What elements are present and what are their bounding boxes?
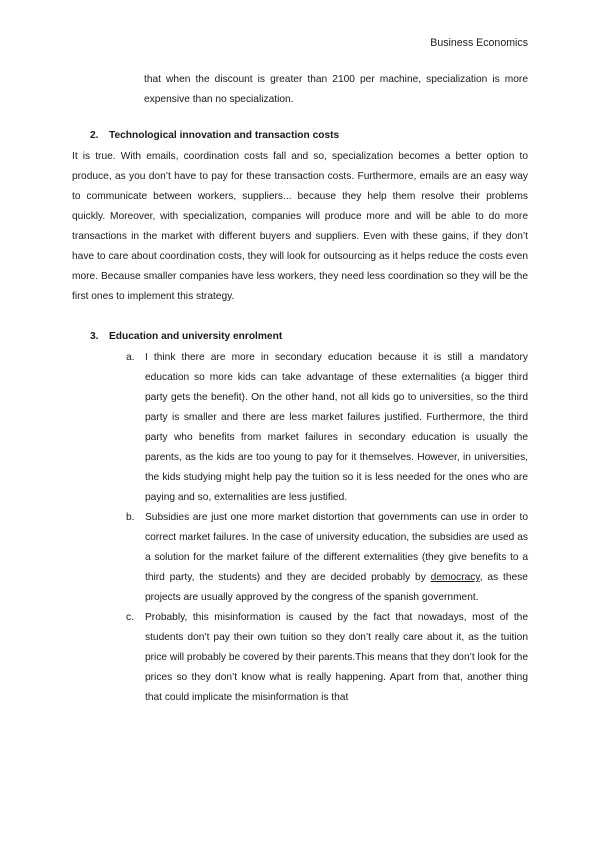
list-item-b-text-after: , as these projects are usually approved by the congress of the spanish government.	[145, 572, 528, 603]
section-3-number: 3.	[90, 331, 99, 342]
list-item-a	[72, 348, 528, 508]
list-item-b-text-before: Subsidies are just one more market distortion that governments can use in order to correct market failures. In the case of university education, the subsidies are used as a solution for the market failure of the different externalities (they give benefits to a third party, the students) and they are decided probably by	[145, 512, 528, 583]
section-3-list	[72, 348, 528, 708]
list-marker-c: c.	[126, 612, 134, 623]
list-item-c-text: Probably, this misinformation is caused by the fact that nowadays, most of the students don’t pay their own tuition so they don’t really care about it, as the tuition price will probably be covered by their parents.This means that they don’t look for the prices so they don’t know what is really happening. Apart from that, another thing that could implicate the misinformation is that	[145, 612, 528, 703]
intro-paragraph: that when the discount is greater than 2100 per machine, specialization is more expensive than no specialization.	[144, 74, 528, 105]
list-item-b	[72, 508, 528, 608]
list-item-c	[72, 608, 528, 708]
running-header: Business Economics	[430, 37, 528, 49]
list-item-a-text: I think there are more in secondary education because it is still a mandatory education so more kids can take advantage of these externalities (a bigger third party gets the benefit). On the other hand, not all kids go to universities, so the third party is smaller and there are less market failures justified. Furthermore, the third party who benefits from market failures in secondary education is usually the parents, as the kids are too young to pay for it themselves. However, in universities, the kids studying might help pay the tuition so it is less needed for the ones who are paying and so, externalities are less justified.	[145, 352, 528, 503]
section-2-number: 2.	[90, 130, 99, 141]
section-3-heading	[90, 327, 528, 347]
section-3-title: Education and university enrolment	[109, 331, 283, 342]
list-marker-a: a.	[126, 352, 135, 363]
section-2-heading	[90, 126, 528, 146]
section-2-body: It is true. With emails, coordination costs fall and so, specialization becomes a better option to produce, as you don’t have to pay for these transaction costs. Furthermore, emails are an easy way to communicate between workers, suppliers... because they help them resolve their problems quickly. Moreover, with specialization, companies will produce more and will be able to do more transactions in the market with different buyers and suppliers. Even with these gains, if they don’t have to care about coordination costs, they will look for outsourcing as it helps reduce the costs even more. Because smaller companies have less workers, they need less coordination so they will be the first ones to implement this strategy.	[72, 151, 528, 302]
list-marker-b: b.	[126, 512, 135, 523]
underlined-word-democracy: democracy	[430, 572, 480, 583]
section-2-title: Technological innovation and transaction costs	[109, 130, 340, 141]
document-body	[72, 70, 528, 708]
